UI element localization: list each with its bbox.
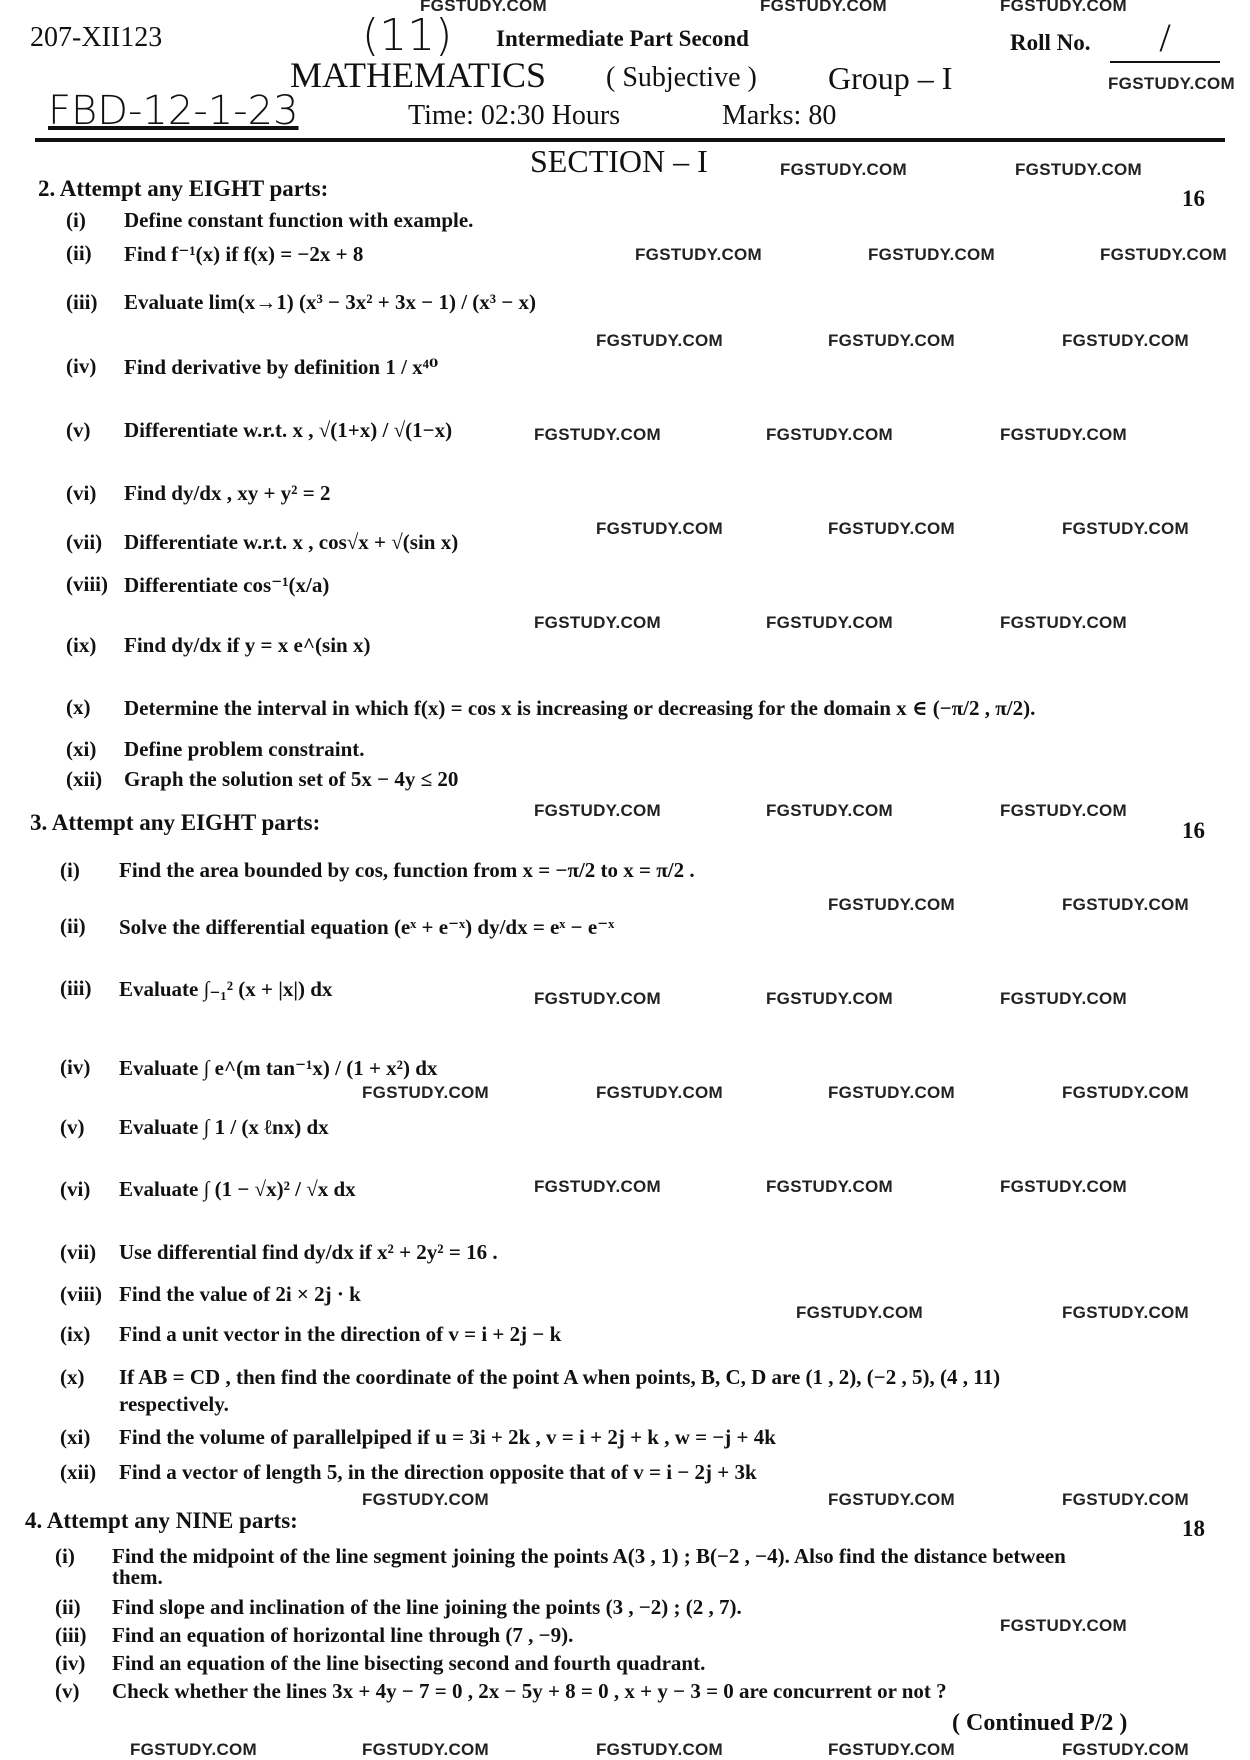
part-text: Use differential find dy/dx if x² + 2y² = 16 . [119, 1240, 498, 1264]
part-number: (i) [66, 208, 86, 232]
part-number: (iv) [55, 1651, 86, 1675]
part-text: Differentiate w.r.t. x , cos√x + √(sin x) [124, 530, 459, 554]
watermark: FGSTUDY.COM [362, 1083, 490, 1102]
watermark: FGSTUDY.COM [1062, 331, 1190, 350]
part-number: (v) [55, 1679, 80, 1703]
watermark: FGSTUDY.COM [534, 1177, 662, 1196]
part-number: (ix) [66, 633, 97, 657]
part-number: (vii) [60, 1240, 97, 1264]
part-text: Find a vector of length 5, in the direction opposite that of v = i − 2j + 3k [119, 1460, 757, 1484]
watermark: FGSTUDY.COM [828, 331, 956, 350]
part-text: Evaluate ∫ e^(m tan⁻¹x) / (1 + x²) dx [119, 1056, 438, 1080]
part-number: (v) [66, 418, 91, 442]
part-number: (ii) [60, 914, 86, 938]
watermark: FGSTUDY.COM [766, 989, 894, 1008]
part-text: Find slope and inclination of the line joining the points (3 , −2) ; (2 , 7). [112, 1595, 742, 1619]
watermark: FGSTUDY.COM [766, 613, 894, 632]
roll-field: / [1110, 14, 1220, 63]
watermark: FGSTUDY.COM [828, 1490, 956, 1509]
watermark: FGSTUDY.COM [766, 801, 894, 820]
watermark: FGSTUDY.COM [766, 425, 894, 444]
part-text: Differentiate w.r.t. x , √(1+x) / √(1−x) [124, 418, 453, 442]
watermark: FGSTUDY.COM [1000, 425, 1128, 444]
part-text: Evaluate ∫ 1 / (x ℓnx) dx [119, 1115, 329, 1139]
watermark: FGSTUDY.COM [534, 801, 662, 820]
watermark: FGSTUDY.COM [420, 0, 548, 15]
paper-code: 207-XII123 [30, 22, 163, 53]
watermark: FGSTUDY.COM [596, 519, 724, 538]
watermark: FGSTUDY.COM [760, 0, 888, 15]
part-number: (xi) [60, 1425, 91, 1449]
part-number: (xii) [66, 767, 103, 791]
watermark: FGSTUDY.COM [1015, 160, 1143, 179]
watermark: FGSTUDY.COM [534, 989, 662, 1008]
part-text: Determine the interval in which f(x) = cos x is increasing or decreasing for the domain x ∈ (−π/2 , π/2). [124, 696, 1036, 720]
part-text: Find the volume of parallelpiped if u = 3i + 2k , v = i + 2j + k , w = −j + 4k [119, 1425, 776, 1449]
part-text: Define constant function with example. [124, 208, 474, 232]
time-label: Time: 02:30 Hours [408, 100, 621, 131]
watermark: FGSTUDY.COM [1062, 1740, 1190, 1759]
marks-label: Marks: 80 [722, 100, 837, 131]
part-text: Find dy/dx if y = x e^(sin x) [124, 633, 371, 657]
watermark: FGSTUDY.COM [828, 1740, 956, 1759]
part-text: Solve the differential equation (eˣ + e⁻ˣ) dy/dx = eˣ − e⁻ˣ [119, 915, 615, 939]
part-text: Differentiate cos⁻¹(x/a) [124, 573, 330, 597]
watermark: FGSTUDY.COM [362, 1490, 490, 1509]
watermark: FGSTUDY.COM [1000, 1616, 1128, 1635]
watermark: FGSTUDY.COM [596, 1083, 724, 1102]
part-number: (ii) [55, 1595, 81, 1619]
watermark: FGSTUDY.COM [130, 1740, 258, 1759]
question-heading: 3. Attempt any EIGHT parts: [30, 810, 321, 835]
part-number: (xi) [66, 737, 97, 761]
watermark: FGSTUDY.COM [1062, 1490, 1190, 1509]
part-number: (i) [55, 1544, 75, 1568]
part-text: Find derivative by definition 1 / x⁴⁰ [124, 355, 439, 379]
watermark: FGSTUDY.COM [1000, 1177, 1128, 1196]
question-heading: 4. Attempt any NINE parts: [25, 1508, 298, 1533]
paper-type: ( Subjective ) [606, 62, 757, 93]
part-text: Define problem constraint. [124, 737, 365, 761]
watermark: FGSTUDY.COM [1000, 0, 1128, 15]
watermark: FGSTUDY.COM [1062, 895, 1190, 914]
watermark: FGSTUDY.COM [796, 1303, 924, 1322]
part-number: (vii) [66, 530, 103, 554]
section-title: SECTION – I [530, 143, 708, 179]
part-text: Find dy/dx , xy + y² = 2 [124, 481, 331, 505]
part-text: Find the value of 2i × 2j · k [119, 1282, 361, 1306]
watermark: FGSTUDY.COM [534, 425, 662, 444]
part-text: Evaluate lim(x→1) (x³ − 3x² + 3x − 1) / (x³ − x) [124, 290, 537, 314]
part-text: Find an equation of horizontal line through (7 , −9). [112, 1623, 574, 1647]
watermark: FGSTUDY.COM [1000, 801, 1128, 820]
watermark: FGSTUDY.COM [828, 1083, 956, 1102]
watermark: FGSTUDY.COM [1108, 74, 1236, 93]
part-number: (viii) [60, 1282, 102, 1306]
part-number: (vi) [60, 1177, 91, 1201]
part-text: Find a unit vector in the direction of v = i + 2j − k [119, 1322, 562, 1346]
part-number: (iii) [66, 290, 98, 314]
part-text: Evaluate ∫ (1 − √x)² / √x dx [119, 1177, 356, 1201]
watermark: FGSTUDY.COM [1000, 613, 1128, 632]
part-number: (v) [60, 1115, 85, 1139]
part-number: (iv) [60, 1055, 91, 1079]
part-text: Find the area bounded by cos, function from x = −π/2 to x = π/2 . [119, 858, 695, 882]
handwritten-mark: (11) [362, 10, 453, 61]
watermark: FGSTUDY.COM [362, 1740, 490, 1759]
part-number: (iii) [60, 976, 92, 1000]
level-label: Intermediate Part Second [496, 26, 749, 51]
part-number: (viii) [66, 572, 108, 596]
board-date-handwritten: FBD-12-1-23 [48, 88, 299, 134]
continued-note: ( Continued P/2 ) [952, 1710, 1128, 1736]
header-rule [35, 138, 1225, 142]
part-number: (vi) [66, 481, 97, 505]
watermark: FGSTUDY.COM [1062, 1303, 1190, 1322]
part-number: (ii) [66, 241, 92, 265]
part-text: Evaluate ∫₋₁² (x + |x|) dx [119, 977, 333, 1001]
question-marks: 16 [1182, 818, 1205, 843]
part-text: Find the midpoint of the line segment joining the points A(3 , 1) ; B(−2 , −4). Also find the distance between [112, 1544, 1066, 1568]
watermark: FGSTUDY.COM [1062, 1083, 1190, 1102]
part-text: respectively. [119, 1392, 229, 1416]
part-number: (ix) [60, 1322, 91, 1346]
part-text: If AB = CD , then find the coordinate of the point A when points, B, C, D are (1 , 2), (−2 , 5), (4 , 11) [119, 1365, 1001, 1389]
part-number: (i) [60, 858, 80, 882]
part-text: Check whether the lines 3x + 4y − 7 = 0 , 2x − 5y + 8 = 0 , x + y − 3 = 0 are concurrent or not ? [112, 1679, 947, 1703]
watermark: FGSTUDY.COM [868, 245, 996, 264]
part-number: (iv) [66, 354, 97, 378]
watermark: FGSTUDY.COM [596, 331, 724, 350]
group-label: Group – I [828, 60, 953, 96]
part-number: (x) [66, 695, 91, 719]
watermark: FGSTUDY.COM [1062, 519, 1190, 538]
question-heading: 2. Attempt any EIGHT parts: [38, 176, 329, 201]
part-text: Find an equation of the line bisecting second and fourth quadrant. [112, 1651, 706, 1675]
part-number: (iii) [55, 1623, 87, 1647]
watermark: FGSTUDY.COM [1000, 989, 1128, 1008]
part-text: Graph the solution set of 5x − 4y ≤ 20 [124, 767, 459, 791]
watermark: FGSTUDY.COM [596, 1740, 724, 1759]
subject-title: MATHEMATICS [290, 55, 547, 95]
watermark: FGSTUDY.COM [828, 895, 956, 914]
watermark: FGSTUDY.COM [1100, 245, 1228, 264]
part-text: them. [112, 1565, 163, 1589]
watermark: FGSTUDY.COM [635, 245, 763, 264]
part-number: (xii) [60, 1460, 97, 1484]
watermark: FGSTUDY.COM [766, 1177, 894, 1196]
question-marks: 16 [1182, 186, 1205, 211]
part-text: Find f⁻¹(x) if f(x) = −2x + 8 [124, 242, 364, 266]
watermark: FGSTUDY.COM [534, 613, 662, 632]
watermark: FGSTUDY.COM [828, 519, 956, 538]
roll-label: Roll No. [1010, 30, 1091, 55]
part-number: (x) [60, 1365, 85, 1389]
question-marks: 18 [1182, 1516, 1205, 1541]
watermark: FGSTUDY.COM [780, 160, 908, 179]
